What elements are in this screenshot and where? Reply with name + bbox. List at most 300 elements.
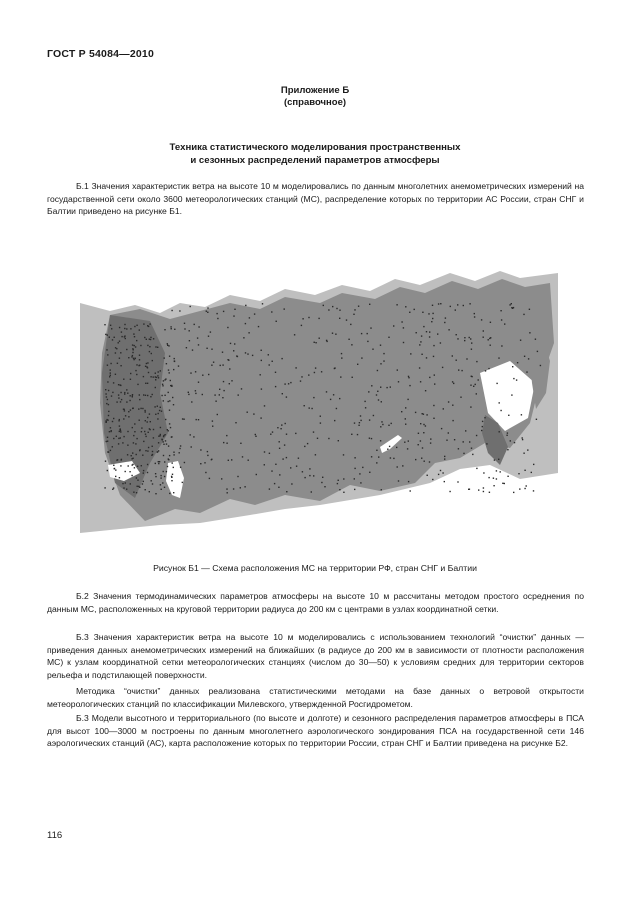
station-marker	[123, 418, 124, 419]
station-marker	[231, 459, 232, 460]
station-marker	[367, 341, 368, 342]
station-marker	[433, 345, 434, 346]
station-marker	[159, 410, 160, 411]
station-marker	[216, 313, 217, 314]
station-marker	[360, 415, 361, 416]
station-marker	[160, 427, 161, 428]
station-marker	[432, 479, 433, 480]
station-marker	[317, 438, 318, 439]
station-marker	[240, 443, 241, 444]
station-marker	[188, 392, 189, 393]
station-marker	[405, 418, 406, 419]
station-marker	[405, 306, 406, 307]
station-marker	[264, 464, 265, 465]
station-marker	[284, 444, 285, 445]
station-marker	[473, 386, 474, 387]
station-marker	[206, 348, 207, 349]
station-marker	[215, 401, 216, 402]
station-marker	[426, 414, 427, 415]
station-marker	[499, 402, 500, 403]
station-marker	[506, 435, 507, 436]
station-marker	[343, 478, 344, 479]
station-marker	[179, 452, 180, 453]
station-marker	[326, 391, 327, 392]
station-marker	[390, 386, 391, 387]
station-marker	[125, 482, 126, 483]
station-marker	[390, 457, 391, 458]
station-marker	[147, 325, 148, 326]
station-marker	[146, 363, 147, 364]
station-marker	[322, 477, 323, 478]
station-marker	[211, 349, 212, 350]
station-marker	[174, 358, 175, 359]
station-marker	[120, 431, 121, 432]
station-marker	[121, 399, 122, 400]
station-marker	[533, 490, 534, 491]
station-marker	[476, 361, 477, 362]
station-marker	[141, 431, 142, 432]
station-marker	[493, 478, 494, 479]
station-marker	[365, 407, 366, 408]
station-marker	[533, 464, 534, 465]
station-marker	[223, 381, 224, 382]
station-marker	[172, 397, 173, 398]
station-marker	[202, 394, 203, 395]
station-marker	[114, 468, 115, 469]
station-marker	[314, 372, 315, 373]
station-marker	[500, 410, 501, 411]
station-marker	[444, 458, 445, 459]
station-marker	[285, 423, 286, 424]
station-marker	[483, 472, 484, 473]
station-marker	[159, 461, 160, 462]
station-marker	[522, 439, 523, 440]
station-marker	[381, 489, 382, 490]
station-marker	[126, 389, 127, 390]
station-marker	[136, 364, 137, 365]
station-marker	[136, 340, 137, 341]
station-marker	[171, 385, 172, 386]
station-marker	[407, 448, 408, 449]
station-marker	[336, 408, 337, 409]
station-marker	[332, 333, 333, 334]
station-marker	[223, 390, 224, 391]
station-marker	[149, 339, 150, 340]
station-marker	[178, 365, 179, 366]
station-marker	[464, 340, 465, 341]
station-marker	[113, 438, 114, 439]
station-marker	[164, 379, 165, 380]
station-marker	[247, 412, 248, 413]
station-marker	[122, 483, 123, 484]
station-marker	[184, 462, 185, 463]
station-marker	[460, 397, 461, 398]
station-marker	[422, 413, 423, 414]
station-marker	[147, 417, 148, 418]
station-marker	[418, 433, 419, 434]
station-marker	[524, 488, 525, 489]
station-marker	[128, 416, 129, 417]
station-marker	[143, 470, 144, 471]
station-marker	[255, 436, 256, 437]
station-marker	[286, 396, 287, 397]
station-marker	[198, 419, 199, 420]
station-marker	[133, 358, 134, 359]
station-marker	[111, 395, 112, 396]
station-marker	[173, 404, 174, 405]
station-marker	[296, 466, 297, 467]
station-marker	[173, 369, 174, 370]
station-marker	[182, 418, 183, 419]
station-marker	[136, 492, 137, 493]
station-marker	[145, 489, 146, 490]
station-marker	[213, 362, 214, 363]
station-marker	[206, 311, 207, 312]
station-marker	[517, 362, 518, 363]
station-marker	[110, 369, 111, 370]
station-marker	[139, 420, 140, 421]
station-marker	[229, 383, 230, 384]
station-marker	[231, 380, 232, 381]
station-marker	[444, 456, 445, 457]
station-marker	[171, 310, 172, 311]
station-marker	[136, 374, 137, 375]
station-marker	[155, 476, 156, 477]
station-marker	[245, 323, 246, 324]
station-marker	[523, 453, 524, 454]
station-marker	[269, 364, 270, 365]
station-marker	[139, 329, 140, 330]
station-marker	[130, 328, 131, 329]
station-marker	[301, 376, 302, 377]
station-marker	[275, 386, 276, 387]
station-marker	[226, 488, 227, 489]
station-marker	[274, 483, 275, 484]
station-marker	[456, 334, 457, 335]
station-marker	[496, 478, 497, 479]
station-marker	[524, 356, 525, 357]
station-marker	[109, 376, 110, 377]
station-marker	[458, 369, 459, 370]
station-marker	[371, 456, 372, 457]
station-marker	[155, 463, 156, 464]
station-marker	[119, 358, 120, 359]
station-marker	[147, 464, 148, 465]
station-marker	[526, 485, 527, 486]
station-marker	[529, 309, 530, 310]
station-marker	[403, 342, 404, 343]
station-marker	[198, 382, 199, 383]
station-marker	[158, 450, 159, 451]
station-marker	[126, 401, 127, 402]
station-marker	[343, 492, 344, 493]
station-marker	[119, 419, 120, 420]
station-marker	[209, 478, 210, 479]
station-marker	[474, 316, 475, 317]
station-marker	[380, 345, 381, 346]
station-marker	[454, 439, 455, 440]
station-marker	[121, 336, 122, 337]
station-marker	[130, 483, 131, 484]
station-marker	[119, 431, 120, 432]
station-marker	[448, 432, 449, 433]
station-marker	[138, 365, 139, 366]
station-marker	[117, 363, 118, 364]
station-marker	[195, 390, 196, 391]
station-marker	[404, 442, 405, 443]
station-marker	[448, 329, 449, 330]
station-marker	[315, 454, 316, 455]
station-marker	[168, 369, 169, 370]
station-marker	[109, 431, 110, 432]
station-marker	[135, 346, 136, 347]
station-marker	[512, 366, 513, 367]
station-marker	[240, 487, 241, 488]
station-marker	[472, 454, 473, 455]
station-marker	[427, 475, 428, 476]
station-marker	[397, 369, 398, 370]
station-marker	[369, 472, 370, 473]
station-marker	[128, 465, 129, 466]
station-marker	[221, 478, 222, 479]
station-marker	[106, 403, 107, 404]
station-marker	[161, 395, 162, 396]
station-marker	[190, 434, 191, 435]
station-marker	[333, 394, 334, 395]
station-marker	[163, 441, 164, 442]
station-marker	[144, 337, 145, 338]
station-marker	[165, 440, 166, 441]
station-marker	[540, 365, 541, 366]
station-marker	[161, 489, 162, 490]
station-marker	[461, 370, 462, 371]
station-marker	[145, 434, 146, 435]
station-marker	[220, 365, 221, 366]
station-marker	[507, 432, 508, 433]
station-marker	[401, 411, 402, 412]
station-marker	[440, 342, 441, 343]
station-marker	[120, 465, 121, 466]
station-marker	[136, 325, 137, 326]
station-marker	[171, 436, 172, 437]
station-marker	[364, 401, 365, 402]
station-marker	[208, 336, 209, 337]
station-marker	[184, 323, 185, 324]
appendix-subtitle: (справочное)	[283, 97, 347, 108]
station-marker	[166, 471, 167, 472]
station-marker	[139, 399, 140, 400]
station-marker	[309, 468, 310, 469]
station-marker	[136, 438, 137, 439]
station-marker	[359, 473, 360, 474]
station-marker	[149, 491, 150, 492]
paragraph-b2-text: Б.2 Значения термодинамических параметров атмосферы на высоте 10 м рассчитаны методом простого осреднения по данным МС, расположенных на круговой территории радиуса до 200 км с центрами в узлах координатной сетки.	[47, 591, 584, 614]
station-marker	[112, 392, 113, 393]
station-marker	[237, 476, 238, 477]
station-marker	[171, 328, 172, 329]
station-marker	[169, 356, 170, 357]
station-marker	[377, 370, 378, 371]
station-marker	[444, 322, 445, 323]
station-marker	[168, 458, 169, 459]
station-marker	[120, 385, 121, 386]
station-marker	[343, 454, 344, 455]
station-marker	[132, 452, 133, 453]
station-marker	[197, 337, 198, 338]
station-marker	[134, 336, 135, 337]
station-marker	[123, 487, 124, 488]
station-marker	[149, 413, 150, 414]
station-marker	[244, 486, 245, 487]
station-marker	[421, 335, 422, 336]
station-marker	[193, 436, 194, 437]
station-marker	[511, 303, 512, 304]
station-marker	[423, 414, 424, 415]
station-marker	[168, 345, 169, 346]
station-marker	[433, 356, 434, 357]
station-marker	[171, 480, 172, 481]
station-marker	[466, 358, 467, 359]
station-marker	[124, 409, 125, 410]
station-marker	[434, 374, 435, 375]
station-marker	[168, 445, 169, 446]
station-marker	[352, 377, 353, 378]
station-marker	[230, 343, 231, 344]
station-marker	[428, 313, 429, 314]
station-marker	[158, 436, 159, 437]
station-marker	[500, 471, 501, 472]
station-marker	[463, 441, 464, 442]
station-marker	[163, 455, 164, 456]
station-marker	[489, 492, 490, 493]
station-marker	[148, 432, 149, 433]
station-marker	[147, 367, 148, 368]
station-marker	[155, 346, 156, 347]
station-marker	[118, 342, 119, 343]
station-marker	[471, 448, 472, 449]
station-marker	[281, 358, 282, 359]
station-marker	[150, 337, 151, 338]
station-marker	[182, 482, 183, 483]
station-marker	[255, 434, 256, 435]
station-marker	[110, 325, 111, 326]
station-marker	[179, 448, 180, 449]
station-marker	[440, 303, 441, 304]
station-marker	[164, 329, 165, 330]
station-marker	[162, 482, 163, 483]
station-marker	[276, 321, 277, 322]
station-marker	[397, 466, 398, 467]
station-marker	[110, 363, 111, 364]
station-marker	[469, 303, 470, 304]
station-marker	[137, 480, 138, 481]
station-marker	[223, 442, 224, 443]
station-marker	[128, 411, 129, 412]
station-marker	[444, 481, 445, 482]
station-marker	[145, 436, 146, 437]
station-marker	[453, 383, 454, 384]
station-marker	[354, 468, 355, 469]
standard-code-header: ГОСТ Р 54084—2010	[47, 48, 155, 60]
station-marker	[166, 443, 167, 444]
station-marker	[170, 326, 171, 327]
paragraph-b3-models	[47, 712, 584, 750]
station-marker	[150, 396, 151, 397]
station-marker	[271, 470, 272, 471]
station-marker	[180, 467, 181, 468]
station-marker	[458, 448, 459, 449]
station-marker	[143, 481, 144, 482]
station-marker	[348, 339, 349, 340]
station-marker	[127, 393, 128, 394]
station-marker	[155, 387, 156, 388]
station-marker	[158, 371, 159, 372]
station-marker	[334, 367, 335, 368]
station-marker	[110, 372, 111, 373]
station-marker	[405, 424, 406, 425]
station-marker	[429, 336, 430, 337]
station-marker	[226, 435, 227, 436]
station-marker	[393, 458, 394, 459]
station-marker	[110, 427, 111, 428]
station-marker	[125, 415, 126, 416]
station-marker	[132, 394, 133, 395]
station-marker	[116, 348, 117, 349]
station-marker	[481, 319, 482, 320]
station-marker	[121, 331, 122, 332]
station-marker	[260, 374, 261, 375]
station-marker	[105, 422, 106, 423]
station-marker	[521, 414, 522, 415]
station-marker	[313, 431, 314, 432]
station-marker	[128, 357, 129, 358]
station-marker	[483, 491, 484, 492]
station-marker	[132, 396, 133, 397]
station-marker	[295, 367, 296, 368]
station-marker	[179, 310, 180, 311]
station-marker	[309, 407, 310, 408]
station-marker	[301, 325, 302, 326]
station-marker	[354, 457, 355, 458]
station-marker	[164, 357, 165, 358]
station-marker	[346, 319, 347, 320]
station-marker	[457, 481, 458, 482]
station-marker	[372, 349, 373, 350]
station-marker	[173, 467, 174, 468]
station-marker	[318, 318, 319, 319]
station-marker	[160, 370, 161, 371]
station-marker	[104, 324, 105, 325]
station-marker	[155, 373, 156, 374]
station-marker	[132, 458, 133, 459]
station-marker	[388, 425, 389, 426]
station-marker	[313, 475, 314, 476]
station-marker	[227, 327, 228, 328]
station-marker	[165, 419, 166, 420]
station-marker	[369, 304, 370, 305]
station-marker	[132, 408, 133, 409]
station-marker	[295, 433, 296, 434]
station-marker	[308, 317, 309, 318]
station-marker	[383, 353, 384, 354]
station-marker	[150, 421, 151, 422]
station-marker	[120, 392, 121, 393]
station-marker	[143, 441, 144, 442]
station-marker	[116, 401, 117, 402]
station-marker	[142, 408, 143, 409]
station-marker	[145, 411, 146, 412]
station-marker	[108, 415, 109, 416]
